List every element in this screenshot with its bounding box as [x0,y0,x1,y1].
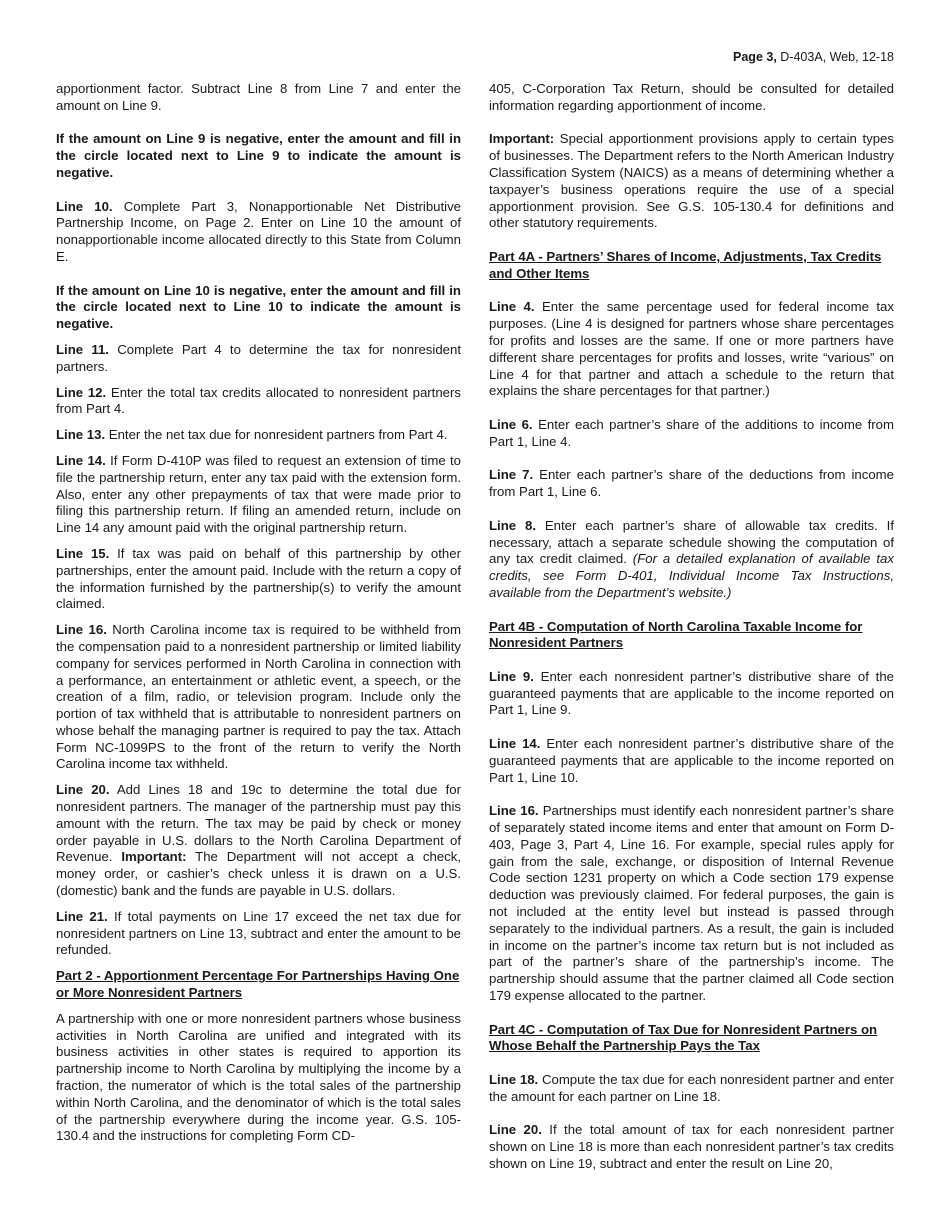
line-label: Line 7. [489,467,534,483]
heading-part4b: Part 4B - Computation of North Carolina Taxable Income for Nonresident Partners [489,618,863,651]
page-number: Page 3, [733,50,777,64]
line-label: Line 15. [56,545,110,561]
left-column [56,81,461,1162]
paragraph-line12: Line 12. Enter the total tax credits allocated to nonresident partners from Part 4. [56,384,461,417]
paragraph-line9: Line 9. Enter each nonresident partner’s distributive share of the guaranteed payments that are applicable to the income reported on Part 1, Line 9. [489,668,894,718]
line-label: Line 20. [489,1122,542,1138]
paragraph-cd405: 405, C-Corporation Tax Return, should be consulted for detailed information regarding apportionment of income. [489,81,894,113]
paragraph-line20: Line 20. Add Lines 18 and 19c to determine the total due for nonresident partners. The manager of the partnership must pay this amount with the return. The tax may be paid by check or money order payable in U.S. dollars to the North Carolina Department of Revenue. Important: The Department will not accept a check, money order, or cashier’s check unless it is drawn on a U.S. (domestic) bank and the funds are payable in U.S. dollars. [56,782,461,899]
paragraph-line15: Line 15. If tax was paid on behalf of this partnership by other partnerships, enter the amount paid. Include with the return a copy of the information furnished by the partnership(s) to verify the amount claimed. [56,545,461,612]
line-label: Line 18. [489,1072,539,1088]
line-label: Line 6. [489,416,533,432]
paragraph-line16: Line 16. North Carolina income tax is required to be withheld from the compensation paid to a nonresident partnership or limited liability company for services performed in North Carolina in connection with a performance, an entertainment or athletic event, a speech, or the creation of a film, radio, or television program. Include only the portion of tax withheld that is attributable to nonresident partners on whose behalf the managing partner is required to pay the tax. Attach Form NC-1099PS to the front of the return to verify the North Carolina income tax withheld. [56,622,461,772]
line-label: Line 20. [56,782,110,798]
note-line9-negative: If the amount on Line 9 is negative, enter the amount and fill in the circle located next to Line 9 to indicate the amount is negative. [56,131,461,180]
right-column [489,81,894,1190]
paragraph-line16: Line 16. Partnerships must identify each nonresident partner’s share of separately stated income items and enter that amount on Form D-403, Page 3, Part 4, Line 16. For example, special rules apply for gain from the sale, exchange, or disposition of Internal Revenue Code section 1231 property on which a Code section 179 expense deduction was previously claimed. For federal purposes, the gain is not included at the entity level but instead is passed through separately to the individual partners. As a result, the gain is included in income on the partner’s income tax return but is not included as part of the partner’s share of the partnership’s income. The partnership should assume that the partner claimed all Code section 179 expense allocated to the partner. [489,803,894,1004]
line-label: Line 10. [56,198,113,214]
paragraph-line6: Line 6. Enter each partner’s share of the additions to income from Part 1, Line 4. [489,416,894,449]
line-label: Line 13. [56,427,106,443]
paragraph-line13: Line 13. Enter the net tax due for nonresident partners from Part 4. [56,427,448,443]
paragraph-important: Important: Special apportionment provisions apply to certain types of businesses. The Department refers to the North American Industry Classification System (NAICS) as a means of determining whether a taxpayer’s business operations require the use of a special apportionment provision. See G.S. 105-130.4 for definitions and other statutory requirements. [489,131,894,231]
paragraph-line21: Line 21. If total payments on Line 17 exceed the net tax due for nonresident partners on Line 13, subtract and enter the amount to be refunded. [56,908,462,958]
paragraph-line7: Line 7. Enter each partner’s share of the deductions from income from Part 1, Line 6. [489,467,894,500]
paragraph-line14: Line 14. Enter each nonresident partner’s distributive share of the guaranteed payments that are applicable to the income reported on Part 1, Line 10. [489,736,894,785]
line-label: Line 21. [56,908,108,924]
paragraph-line20: Line 20. If the total amount of tax for each nonresident partner shown on Line 18 is more than each nonresident partner’s tax credits shown on Line 19, subtract and enter the result on Line 20, [489,1122,894,1171]
paragraph-apportionment-factor: apportionment factor. Subtract Line 8 from Line 7 and enter the amount on Line 9. [56,81,461,113]
heading-part4a: Part 4A - Partners’ Shares of Income, Adjustments, Tax Credits and Other Items [489,248,882,281]
form-info: D-403A, Web, 12-18 [776,50,894,64]
heading-part2: Part 2 - Apportionment Percentage For Partnerships Having One or More Nonresident Partners [56,968,460,1001]
line-label: Line 14. [56,452,106,468]
note-line10-negative: If the amount on Line 10 is negative, enter the amount and fill in the circle located next to Line 10 to indicate the amount is negative. [56,282,461,332]
paragraph-line18: Line 18. Compute the tax due for each nonresident partner and enter the amount for each partner on Line 18. [489,1072,894,1104]
line-label: Line 4. [489,299,535,315]
line-label: Line 14. [489,736,541,752]
line-label: Line 11. [56,341,109,357]
page-header [733,49,894,65]
line-label: Line 16. [56,622,107,638]
line-label: Line 8. [489,517,536,533]
paragraph-line14: Line 14. If Form D-410P was filed to request an extension of time to file the partnership return, enter any tax paid with the extension form. Also, enter any other prepayments of tax that were made prior to filing this partnership return. If filing an amended return, include on Line 14 any amount paid with the original partnership return. [56,452,461,536]
line-label: Line 12. [56,384,107,400]
important-label: Important: [489,131,555,147]
paragraph-part2: A partnership with one or more nonresident partners whose business activities in North Carolina are unified and integrated with its business activities in other states is required to apportion its partnership income to North Carolina by multiplying the income by a fraction, the numerator of which is the total sales of the partnership within North Carolina, and the denominator of which is the total sales of the partnership everywhere during the income year. G.S. 105-130.4 and the instructions for completing Form CD- [56,1010,461,1144]
paragraph-line8: Line 8. Enter each partner’s share of allowable tax credits. If necessary, attach a separate schedule showing the computation of any tax credit claimed. (For a detailed explanation of available tax credits, see Form D-401, Individual Income Tax Instructions, available from the Department’s website.) [489,517,895,600]
heading-part4c: Part 4C - Computation of Tax Due for Nonresident Partners on Whose Behalf the Partnership Pays the Tax [489,1021,878,1054]
line-label: Line 16. [489,803,539,819]
line-label: Line 9. [489,668,534,684]
paragraph-line4: Line 4. Enter the same percentage used for federal income tax purposes. (Line 4 is designed for partners whose share percentages for profits and losses are the same. If one or more partners have different share percentages for profits and losses, write “various” on Line 4 for that partner and attach a schedule to the return that explains the share percentages for that partner.) [489,299,894,399]
line8-italic-note: (For a detailed explanation of available tax credits, see Form D-401, Individual Income Tax Instructions, available from the Department’s website.) [489,551,894,600]
paragraph-line11: Line 11. Complete Part 4 to determine the tax for nonresident partners. [56,341,461,374]
paragraph-line10: Line 10. Complete Part 3, Nonapportionable Net Distributive Partnership Income, on Page 2. Enter on Line 10 the amount of nonapportionable income allocated directly to this State from Column E. [56,198,462,264]
important-label: Important: [121,849,187,865]
